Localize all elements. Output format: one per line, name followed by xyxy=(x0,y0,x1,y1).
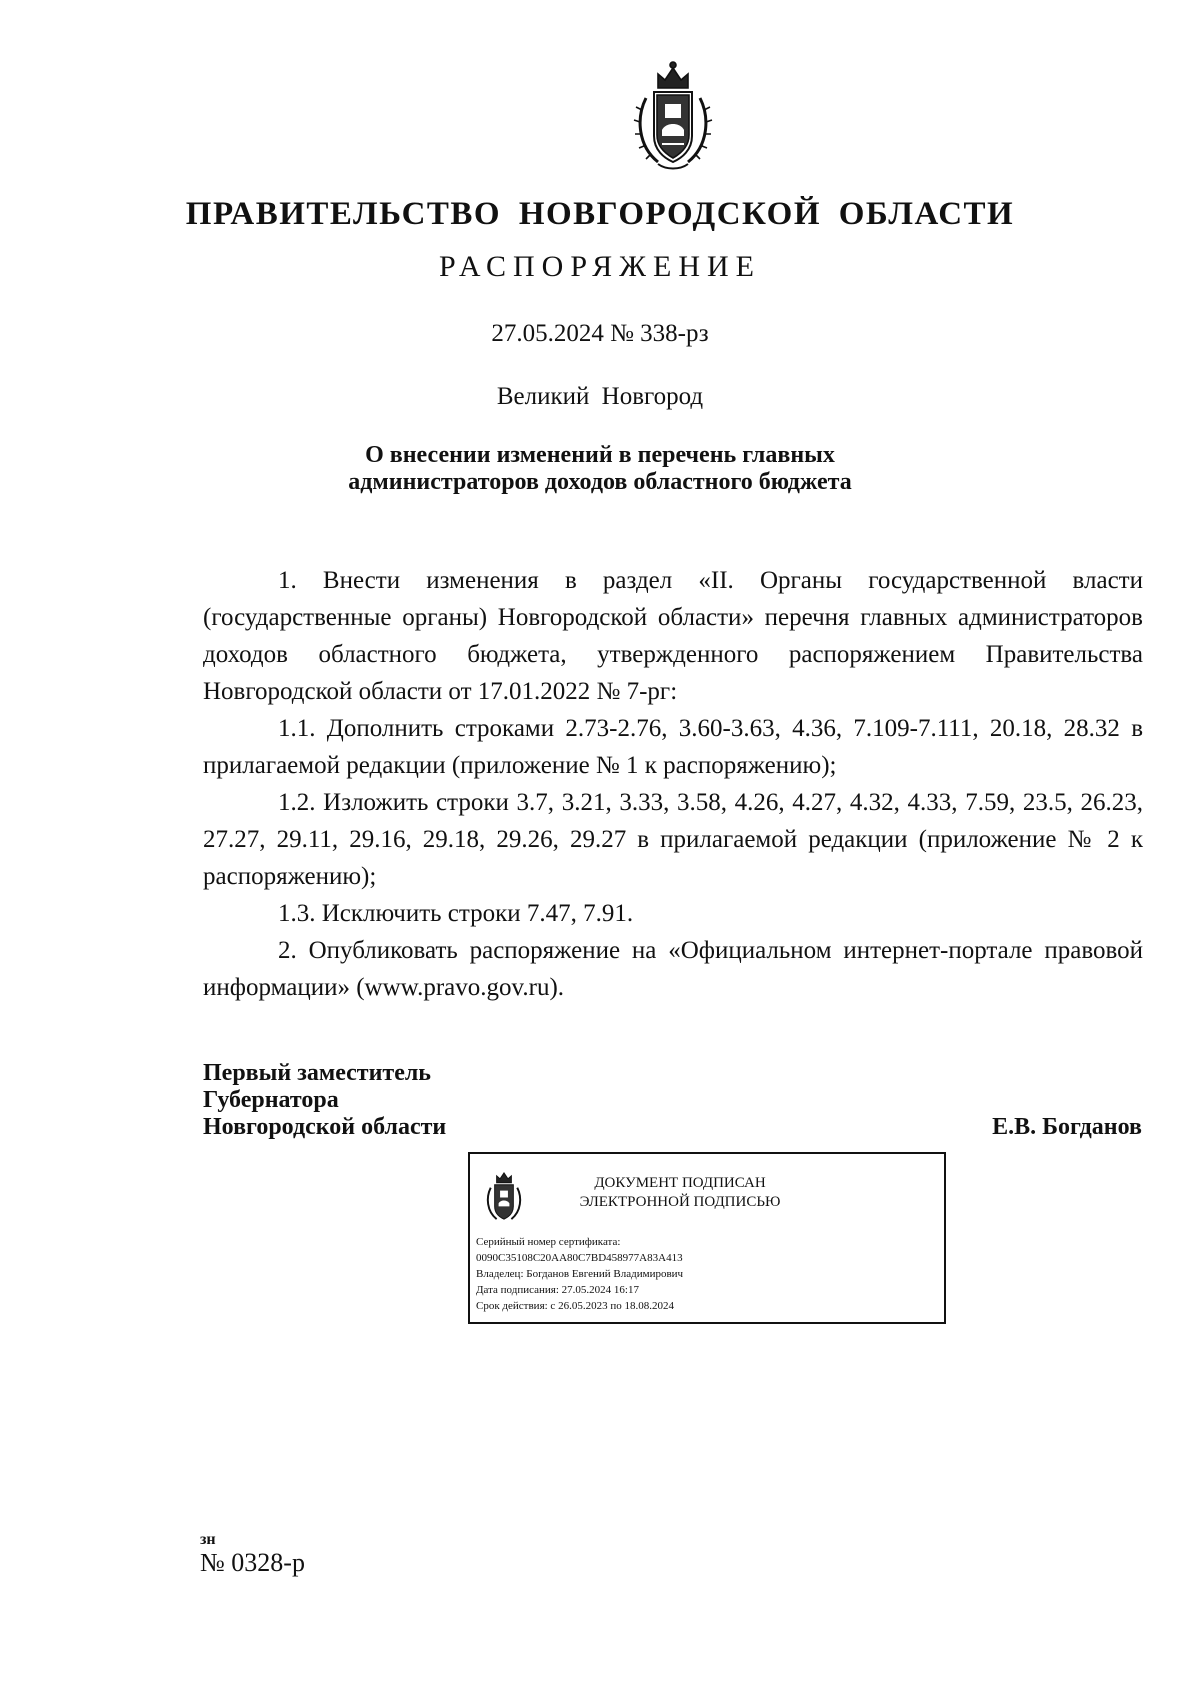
paragraph-2: 2. Опубликовать распоряжение на «Официальном интернет-портале правовой информации» (www.pravo.gov.ru). xyxy=(203,937,1143,1001)
signer-position-line: Первый заместитель xyxy=(203,1060,431,1086)
electronic-signature-stamp xyxy=(468,1152,946,1324)
government-title: ПРАВИТЕЛЬСТВО НОВГОРОДСКОЙ ОБЛАСТИ xyxy=(185,196,1015,232)
subject-line: О внесении изменений в перечень главных xyxy=(365,442,835,468)
esign-details xyxy=(476,1234,683,1314)
document-city: Великий Новгород xyxy=(496,383,704,410)
registration-number: № 0328-р xyxy=(200,1548,305,1577)
signer-position-line: Новгородской области xyxy=(203,1114,447,1140)
signer-name: Е.В. Богданов xyxy=(992,1114,1142,1140)
document-body xyxy=(203,562,1143,1006)
document-type: РАСПОРЯЖЕНИЕ xyxy=(438,250,762,283)
esign-title-line: ЭЛЕКТРОННОЙ ПОДПИСЬЮ xyxy=(579,1194,781,1210)
esign-serial-label: Серийный номер сертификата: xyxy=(476,1236,621,1248)
signer-position xyxy=(203,1060,446,1141)
coat-of-arms-icon xyxy=(632,58,714,176)
paragraph-1-3: 1.3. Исключить строки 7.47, 7.91. xyxy=(278,900,634,927)
document-subject xyxy=(0,442,1200,496)
document-date-number: 27.05.2024 № 338-рз xyxy=(491,320,709,347)
paragraph-1-2: 1.2. Изложить строки 3.7, 3.21, 3.33, 3.58, 4.26, 4.27, 4.32, 4.33, 7.59, 23.5, 26.23, 27.27, 29.11, 29.16, 29.18, 29.26, 29.27 в прилагаемой редакции (приложение № 2 к распоряжению); xyxy=(203,789,1143,890)
esign-validity: Срок действия: с 26.05.2023 по 18.08.2024 xyxy=(476,1300,674,1312)
paragraph-1-1: 1.1. Дополнить строками 2.73-2.76, 3.60-3.63, 4.36, 7.109-7.111, 20.18, 28.32 в прилагаемой редакции (приложение № 1 к распоряжению); xyxy=(203,715,1143,779)
signer-position-line: Губернатора xyxy=(203,1087,339,1113)
coat-of-arms-icon xyxy=(482,1168,526,1226)
esign-title xyxy=(550,1174,810,1212)
esign-serial: 0090C35108C20AA80C7BD458977A83A413 xyxy=(476,1252,683,1264)
subject-line: администраторов доходов областного бюджета xyxy=(348,469,852,495)
executor-code: зн xyxy=(200,1531,216,1548)
esign-title-line: ДОКУМЕНТ ПОДПИСАН xyxy=(594,1175,766,1191)
document-footer xyxy=(200,1532,305,1578)
esign-owner: Владелец: Богданов Евгений Владимирович xyxy=(476,1268,684,1280)
esign-signed-date: Дата подписания: 27.05.2024 16:17 xyxy=(476,1284,639,1296)
paragraph-1: 1. Внести изменения в раздел «II. Органы государственной власти (государственные органы) Новгородской области» перечня главных администраторов доходов областного бюджета, утвержденного распоряжением Правительства Новгородской области от 17.01.2022 № 7-рг: xyxy=(203,567,1143,705)
